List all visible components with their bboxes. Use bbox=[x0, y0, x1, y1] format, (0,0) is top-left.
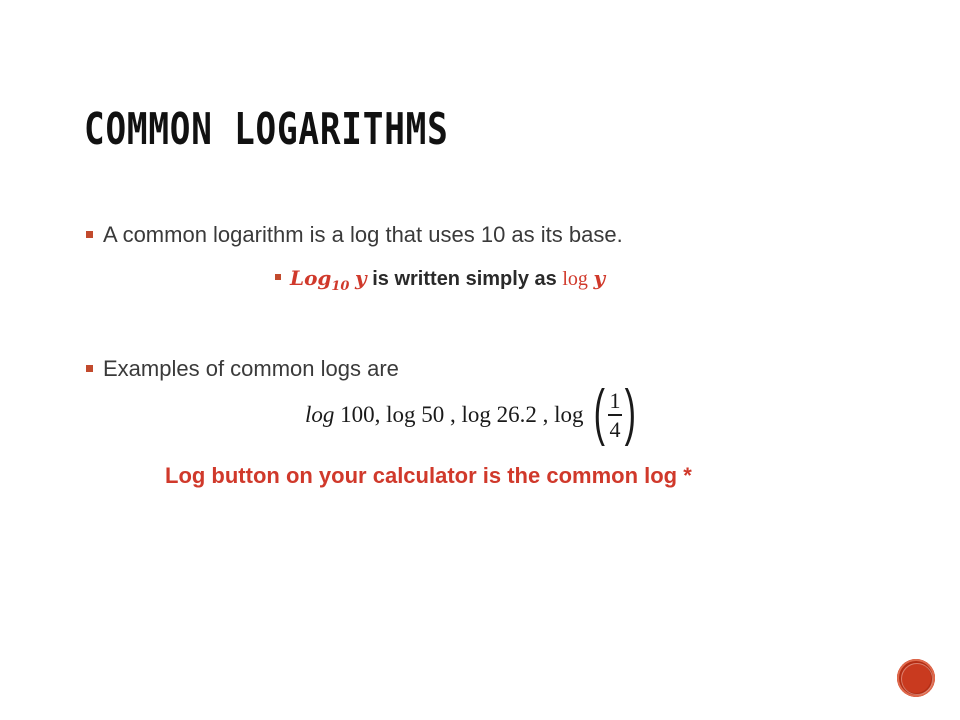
example-log-italic: log bbox=[305, 402, 335, 427]
example-log-26-2: log 26.2 , bbox=[461, 402, 549, 427]
bullet-square-icon bbox=[86, 365, 93, 372]
calculator-note: Log button on your calculator is the common log * bbox=[165, 463, 692, 488]
sub-bullet-notation bbox=[275, 266, 606, 294]
example-log-50: log 50 , bbox=[386, 402, 456, 427]
example-log-fraction-word: log bbox=[554, 402, 584, 427]
fraction-numerator: 1 bbox=[609, 388, 621, 414]
log-base-subscript: 10 bbox=[331, 279, 350, 294]
bullet-square-icon bbox=[275, 274, 281, 280]
log-plain-variable: y bbox=[593, 266, 606, 290]
bullet-square-icon bbox=[86, 231, 93, 238]
notation-middle-text: is written simply as bbox=[372, 268, 557, 290]
open-paren: ( bbox=[593, 378, 606, 447]
slide-title: COMMON LOGARITHMS bbox=[84, 104, 449, 155]
examples-equation bbox=[305, 379, 641, 451]
log-plain-word: log bbox=[562, 268, 588, 290]
slide-number-badge-icon bbox=[897, 659, 935, 697]
bullet-text: Examples of common logs are bbox=[103, 356, 399, 381]
bullet-item-definition bbox=[86, 222, 623, 248]
log-base-word: Log bbox=[290, 266, 332, 290]
fraction bbox=[608, 389, 622, 441]
bullet-text: A common logarithm is a log that uses 10 as its base. bbox=[103, 222, 623, 247]
example-value-100: 100, bbox=[340, 402, 381, 427]
close-paren: ) bbox=[624, 378, 636, 447]
fraction-denominator: 4 bbox=[609, 416, 621, 442]
fraction-bar bbox=[608, 414, 622, 416]
log-variable: y bbox=[355, 266, 367, 290]
